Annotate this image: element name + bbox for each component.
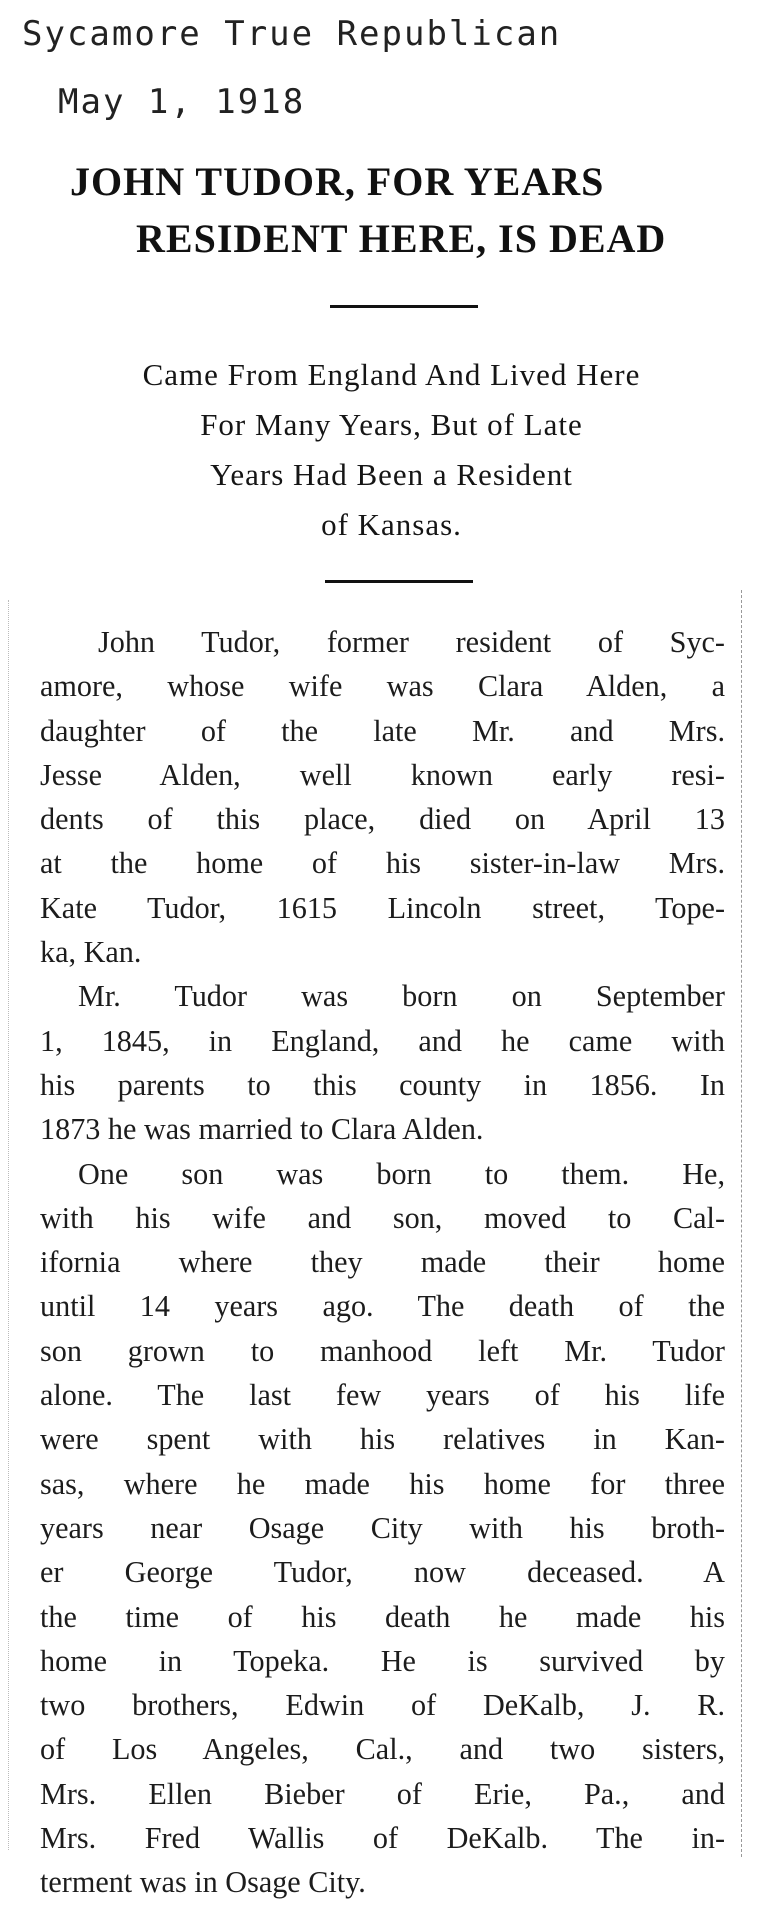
body-line: of Los Angeles, Cal., and two sisters, <box>40 1732 725 1767</box>
body-line: Jesse Alden, well known early resi- <box>40 757 725 792</box>
source-label: Sycamore True Republican <box>22 14 562 54</box>
headline-line-1: JOHN TUDOR, FOR YEARS <box>70 159 605 204</box>
subheadline-line: of Kansas. <box>321 507 462 542</box>
subheadline-line: Came From England And Lived Here <box>142 357 641 392</box>
body-line: One son was born to them. He, <box>78 1156 725 1191</box>
body-line: 1873 he was married to Clara Alden. <box>40 1112 484 1147</box>
body-line: dents of this place, died on April 13 <box>40 802 725 837</box>
body-line: Kate Tudor, 1615 Lincoln street, Tope- <box>40 890 725 925</box>
body-line: at the home of his sister-in-law Mrs. <box>40 846 725 881</box>
subheadline-line: Years Had Been a Resident <box>210 457 573 492</box>
subheadline-line: For Many Years, But of Late <box>200 407 583 442</box>
body-line: er George Tudor, now deceased. A <box>40 1555 725 1590</box>
body-line: the time of his death he made his <box>40 1599 725 1634</box>
column-rule <box>741 590 743 1857</box>
body-line: Mr. Tudor was born on September <box>78 979 725 1014</box>
body-line: Mrs. Fred Wallis of DeKalb. The in- <box>40 1821 725 1856</box>
body-line: John Tudor, former resident of Syc- <box>98 625 725 659</box>
body-line: years near Osage City with his broth- <box>40 1510 725 1545</box>
body-line: home in Topeka. He is survived by <box>40 1643 725 1678</box>
body-line: ifornia where they made their home <box>40 1245 725 1280</box>
scan-edge <box>8 600 11 1850</box>
body-line: until 14 years ago. The death of the <box>40 1289 725 1324</box>
body-line: amore, whose wife was Clara Alden, a <box>40 669 725 704</box>
body-line: alone. The last few years of his life <box>40 1378 725 1413</box>
headline-line-2: RESIDENT HERE, IS DEAD <box>136 216 667 261</box>
body-line: ka, Kan. <box>40 935 142 970</box>
body-line: terment was in Osage City. <box>40 1865 366 1900</box>
subheadline-divider <box>325 580 473 583</box>
body-line: son grown to manhood left Mr. Tudor <box>40 1333 725 1368</box>
body-line: 1, 1845, in England, and he came with <box>40 1023 725 1058</box>
article-body <box>40 620 725 1905</box>
headline-divider <box>330 305 478 308</box>
body-line: two brothers, Edwin of DeKalb, J. R. <box>40 1688 725 1723</box>
date-label: May 1, 1918 <box>58 82 306 122</box>
body-line: were spent with his relatives in Kan- <box>40 1422 725 1457</box>
body-line: his parents to this county in 1856. In <box>40 1067 725 1102</box>
body-line: daughter of the late Mr. and Mrs. <box>40 713 725 748</box>
body-line: sas, where he made his home for three <box>40 1466 725 1501</box>
body-line: with his wife and son, moved to Cal- <box>40 1200 725 1235</box>
subheadline <box>40 350 743 550</box>
body-line: Mrs. Ellen Bieber of Erie, Pa., and <box>40 1776 725 1811</box>
